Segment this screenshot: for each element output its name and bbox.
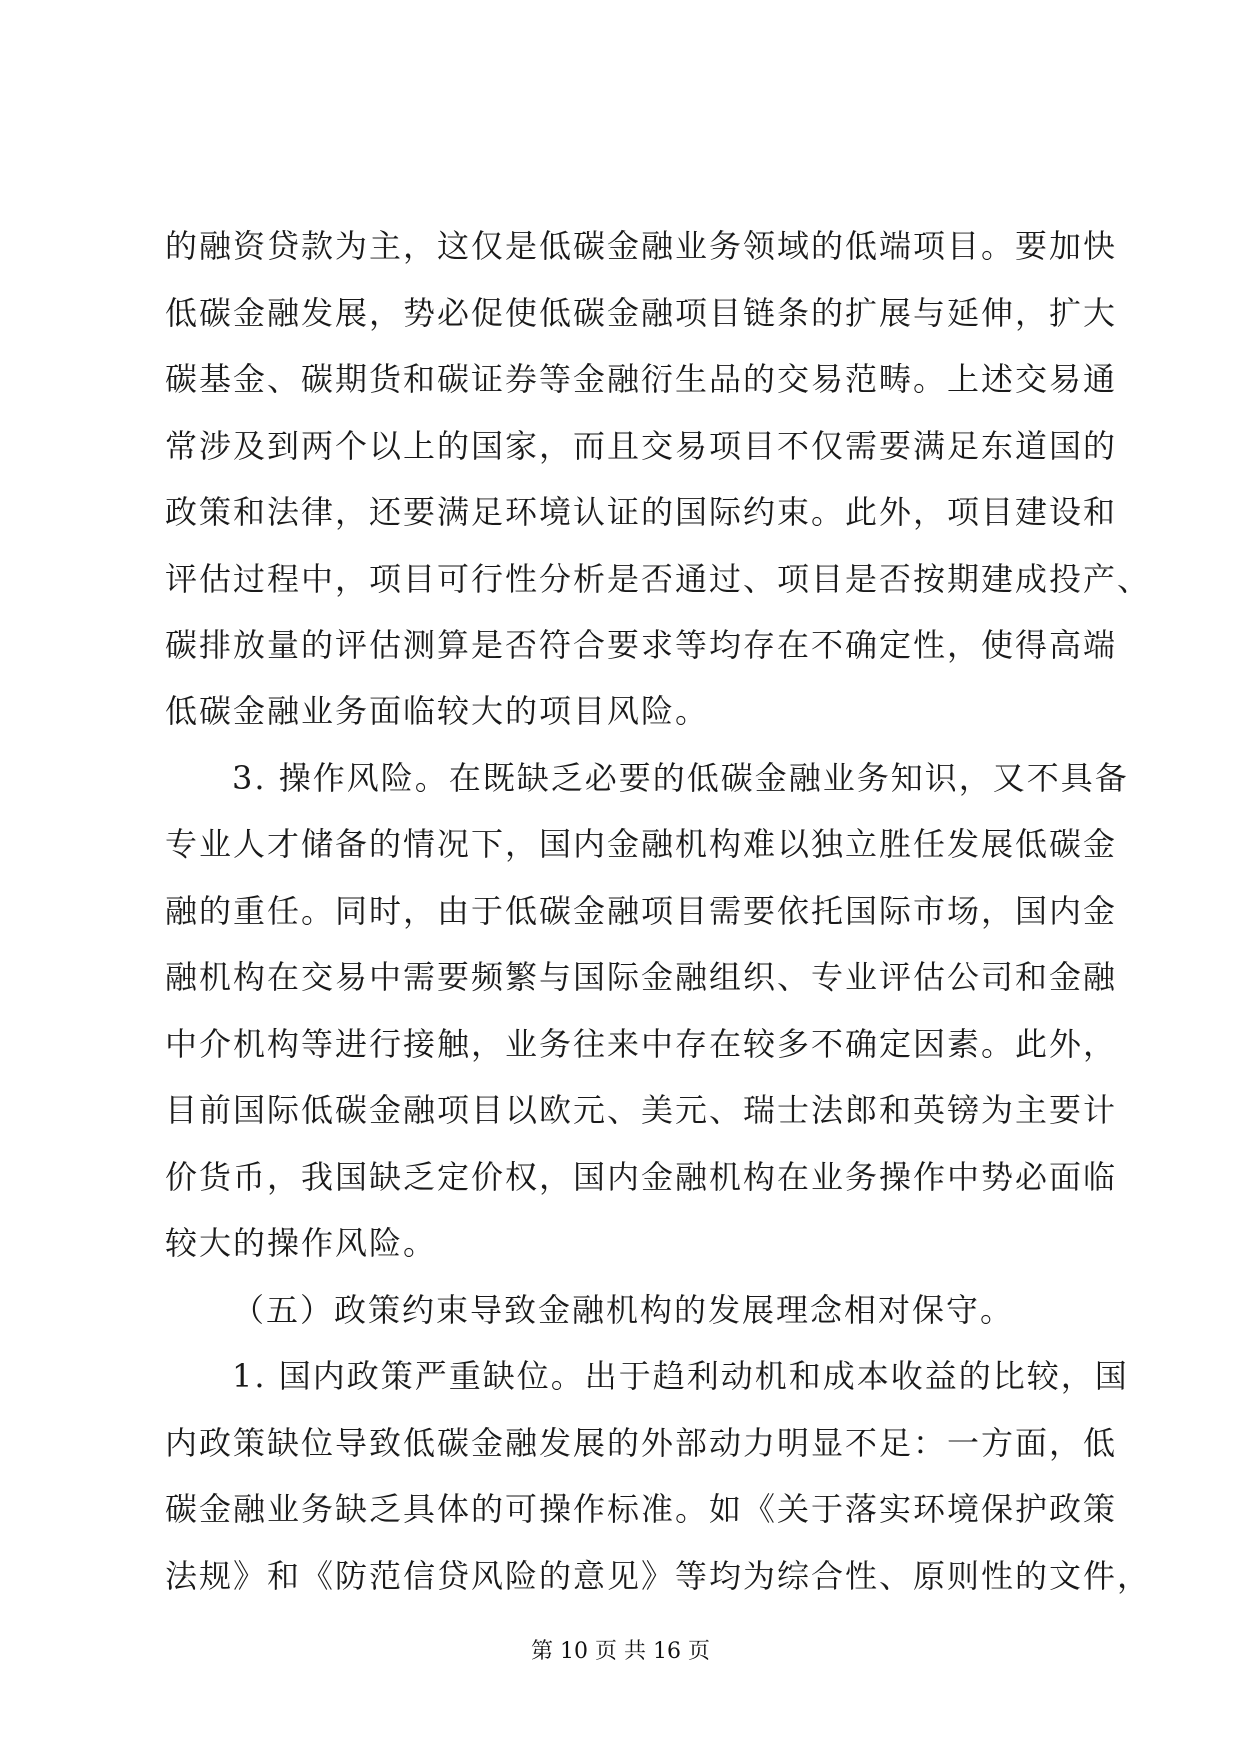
paragraph-line: 较大的操作风险。 <box>165 1224 438 1262</box>
paragraph-line: 融机构在交易中需要频繁与国际金融组织、专业评估公司和金融 <box>165 958 1118 996</box>
paragraph-line: 低碳金融业务面临较大的项目风险。 <box>165 692 710 730</box>
paragraph-line: 内政策缺位导致低碳金融发展的外部动力明显不足：一方面，低 <box>165 1424 1118 1462</box>
paragraph-line: 法规》和《防范信贷风险的意见》等均为综合性、原则性的文件， <box>165 1557 1152 1595</box>
paragraph-line: 常涉及到两个以上的国家，而且交易项目不仅需要满足东道国的 <box>165 427 1118 465</box>
paragraph-line: 价货币，我国缺乏定价权，国内金融机构在业务操作中势必面临 <box>165 1158 1118 1196</box>
section-heading: （五）政策约束导致金融机构的发展理念相对保守。 <box>232 1291 1015 1329</box>
paragraph-line: 评估过程中，项目可行性分析是否通过、项目是否按期建成投产、 <box>165 560 1152 598</box>
paragraph-line: 碳排放量的评估测算是否符合要求等均存在不确定性，使得高端 <box>165 626 1118 664</box>
paragraph-line: 融的重任。同时，由于低碳金融项目需要依托国际市场，国内金 <box>165 892 1118 930</box>
paragraph-line: 碳金融业务缺乏具体的可操作标准。如《关于落实环境保护政策 <box>165 1490 1118 1528</box>
paragraph-line: 1. 国内政策严重缺位。出于趋利动机和成本收益的比较，国 <box>232 1357 1129 1395</box>
paragraph-line: 3. 操作风险。在既缺乏必要的低碳金融业务知识，又不具备 <box>232 759 1129 797</box>
paragraph-line: 专业人才储备的情况下，国内金融机构难以独立胜任发展低碳金 <box>165 825 1118 863</box>
page-number: 第 10 页 共 16 页 <box>531 1639 710 1664</box>
paragraph-line: 低碳金融发展，势必促使低碳金融项目链条的扩展与延伸，扩大 <box>165 294 1118 332</box>
paragraph-line: 目前国际低碳金融项目以欧元、美元、瑞士法郎和英镑为主要计 <box>165 1091 1118 1129</box>
paragraph-line: 中介机构等进行接触，业务往来中存在较多不确定因素。此外， <box>165 1025 1118 1063</box>
paragraph-line: 的融资贷款为主，这仅是低碳金融业务领域的低端项目。要加快 <box>165 227 1118 265</box>
paragraph-line: 碳基金、碳期货和碳证券等金融衍生品的交易范畴。上述交易通 <box>165 360 1118 398</box>
paragraph-line: 政策和法律，还要满足环境认证的国际约束。此外，项目建设和 <box>165 493 1118 531</box>
